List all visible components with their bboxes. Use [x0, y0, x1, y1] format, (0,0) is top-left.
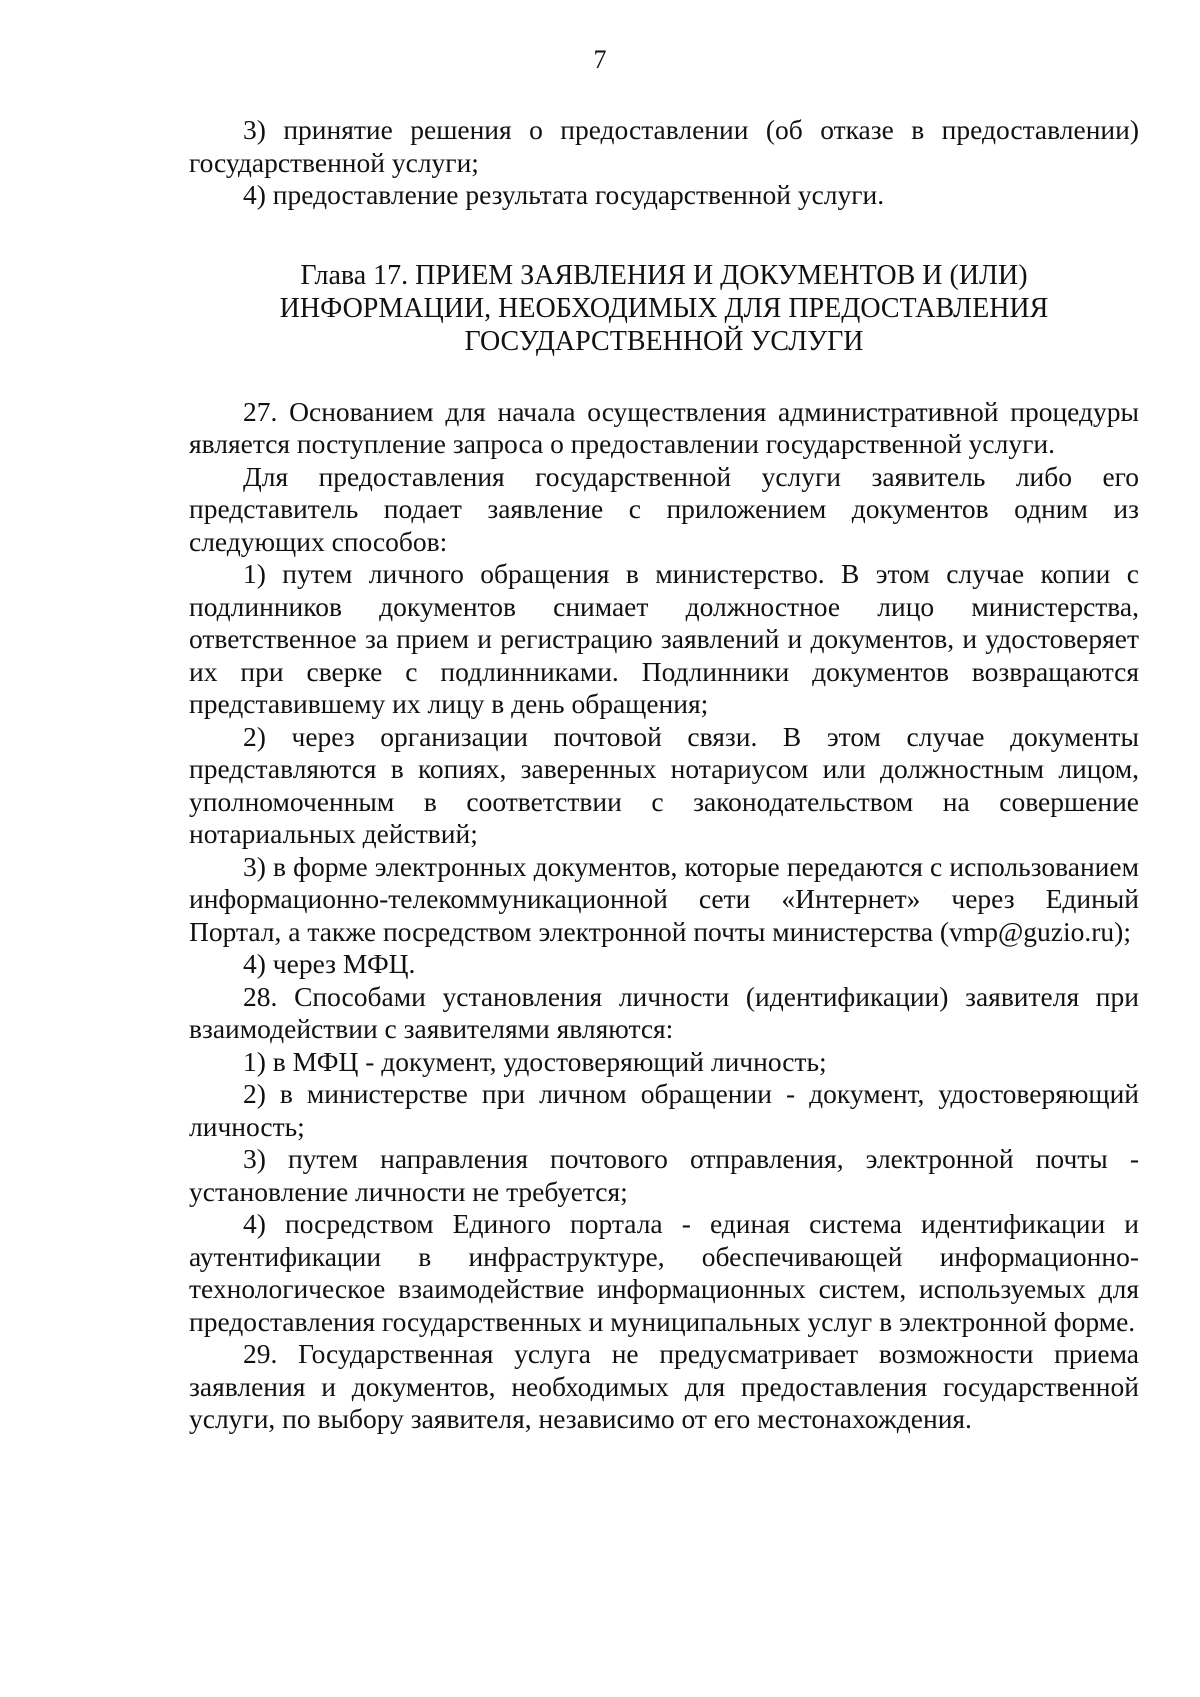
chapter-heading-line: ГОСУДАРСТВЕННОЙ УСЛУГИ — [464, 325, 864, 357]
document-body — [189, 114, 1139, 1436]
paragraph-29: 29. Государственная услуга не предусматривает возможности приема заявления и документов, необходимых для предоставления государственной услуги, по выбору заявителя, независимо от его местонахождения. — [189, 1338, 1139, 1434]
paragraph-method-4: 4) через МФЦ. — [243, 948, 416, 979]
paragraph-identification-4: 4) посредством Единого портала - единая система идентификации и аутентификации в инфраструктуре, обеспечивающей информационно-технологическое взаимодействие информационных систем, используемых для предоставления государственных и муниципальных услуг в электронной форме. — [189, 1208, 1139, 1337]
paragraph-item-4: 4) предоставление результата государственной услуги. — [243, 179, 885, 210]
paragraph-28: 28. Способами установления личности (идентификации) заявителя при взаимодействии с заявителями являются: — [189, 980, 1139, 1044]
paragraph-method-1: 1) путем личного обращения в министерство. В этом случае копии с подлинников документов снимает должностное лицо министерства, ответственное за прием и регистрацию заявлений и документов, и удостоверяет их при сверке с подлинниками. Подлинники документов возвращаются представившему их лицу в день обращения; — [189, 558, 1139, 719]
paragraph-identification-3: 3) путем направления почтового отправления, электронной почты - установление личности не требуется; — [189, 1143, 1139, 1207]
paragraph-method-3: 3) в форме электронных документов, которые передаются с использованием информационно-телекоммуникационной сети «Интернет» через Единый Портал, а также посредством электронной почты министерства (vmp@guzio.ru); — [189, 850, 1139, 947]
paragraph-method-2: 2) через организации почтовой связи. В этом случае документы представляются в копиях, заверенных нотариусом или должностным лицом, уполномоченным в соответствии с законодательством на совершение нотариальных действий; — [189, 720, 1139, 849]
paragraph-submission-methods: Для предоставления государственной услуги заявитель либо его представитель подает заявление с приложением документов одним из следующих способов: — [189, 460, 1139, 557]
chapter-heading-line: Глава 17. ПРИЕМ ЗАЯВЛЕНИЯ И ДОКУМЕНТОВ И (ИЛИ) — [300, 259, 1028, 291]
paragraph-27: 27. Основанием для начала осуществления административной процедуры является поступление запроса о предоставлении государственной услуги. — [189, 395, 1139, 459]
paragraph-identification-2: 2) в министерстве при личном обращении - документ, удостоверяющий личность; — [189, 1078, 1139, 1142]
chapter-heading-line: ИНФОРМАЦИИ, НЕОБХОДИМЫХ ДЛЯ ПРЕДОСТАВЛЕНИЯ — [279, 292, 1049, 324]
page-number: 7 — [593, 45, 607, 74]
paragraph-item-3: 3) принятие решения о предоставлении (об отказе в предоставлении) государственной услуги; — [189, 114, 1139, 178]
chapter-heading — [189, 259, 1139, 358]
paragraph-identification-1: 1) в МФЦ - документ, удостоверяющий личность; — [243, 1045, 827, 1077]
